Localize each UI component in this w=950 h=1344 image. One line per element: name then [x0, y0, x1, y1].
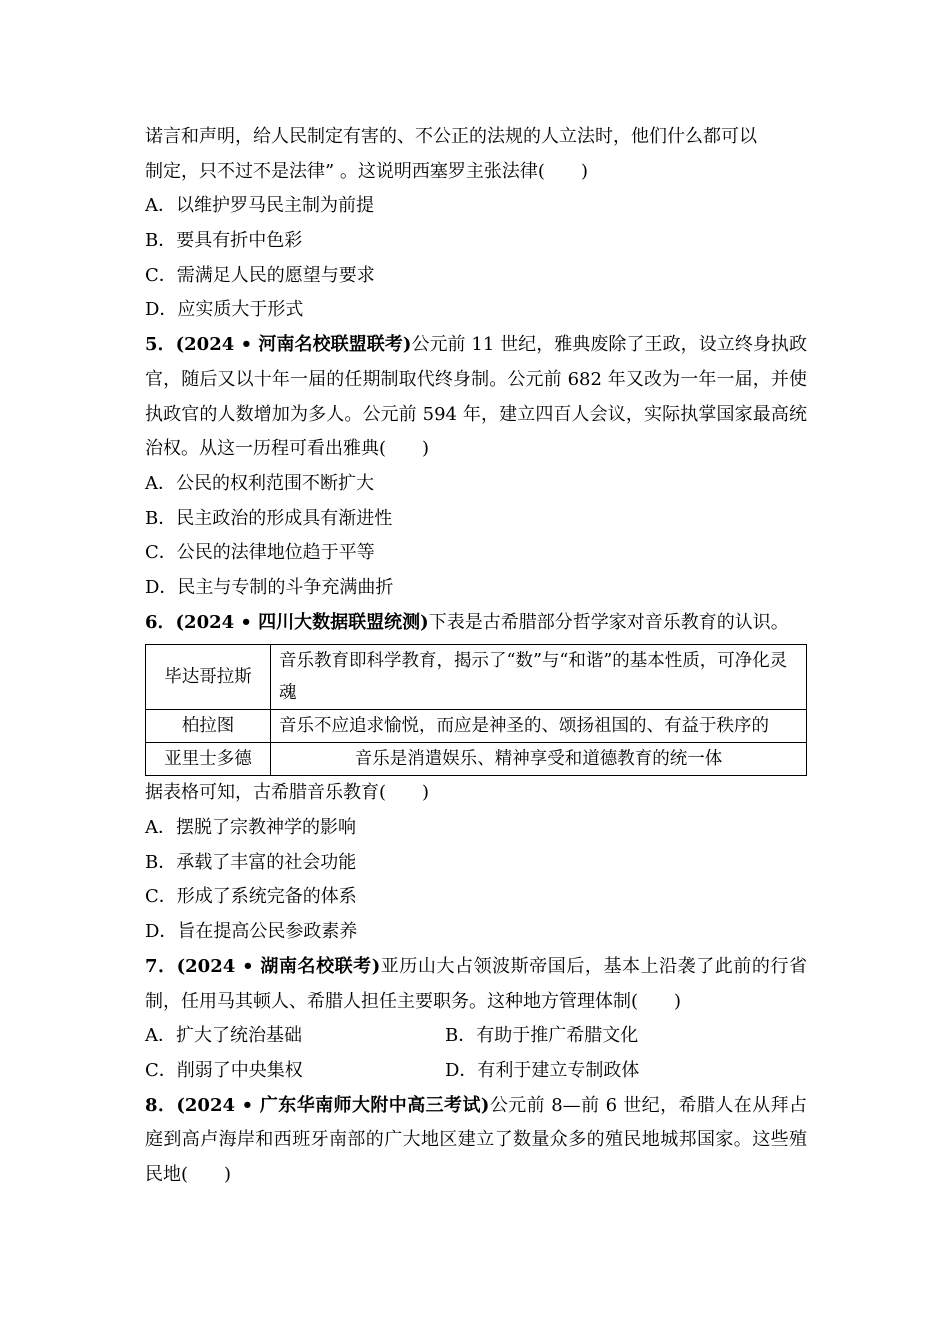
q7-option-a: A．扩大了统治基础 [145, 1025, 302, 1047]
q7-option-b: B．有助于推广希腊文化 [445, 1025, 639, 1047]
intro-line-2: 制定，只不过不是法律” 。这说明西塞罗主张法律( ) [145, 160, 588, 182]
table-cell-name: 毕达哥拉斯 [146, 645, 271, 710]
q5-option-d: D．民主与专制的斗争充满曲折 [145, 577, 394, 598]
q7-option-d: D．有利于建立专制政体 [445, 1059, 640, 1081]
q4-option-c: C．需满足人民的愿望与要求 [145, 264, 375, 286]
intro-line-1: 诺言和声明，给人民制定有害的、不公正的法规的人立法时，他们什么都可以 [145, 126, 757, 147]
question-7-source: (2024 • 湖南名校联考) [176, 955, 381, 977]
question-6-text: 下表是古希腊部分哲学家对音乐教育的认识。 [428, 611, 789, 633]
table-row [146, 743, 807, 776]
philosophers-table [145, 644, 807, 776]
question-8-text: 公元前 8—前 6 世纪，希腊人在从拜占庭到高卢海岸和西班牙南部的广大地区建立了数量众多的殖民地城邦国家。这些殖民地( ) [145, 1094, 808, 1185]
q4-option-b: B．要具有折中色彩 [145, 230, 303, 252]
question-8-number: 8． [145, 1094, 177, 1116]
q5-option-c: C．公民的法律地位趋于平等 [145, 542, 375, 564]
q5-option-a: A．公民的权利范围不断扩大 [145, 472, 374, 494]
q6-option-c: C．形成了系统完备的体系 [145, 886, 357, 908]
question-6-number: 6． [145, 611, 176, 633]
q7-options-row-1 [145, 1019, 807, 1054]
q6-option-b: B．承载了丰富的社会功能 [145, 851, 357, 873]
table-row [146, 645, 807, 710]
document-content [145, 120, 807, 1193]
table-cell-desc: 音乐是消遣娱乐、精神享受和道德教育的统一体 [271, 743, 807, 776]
question-5-source: (2024 • 河南名校联盟联考) [175, 334, 412, 356]
question-6-source: (2024 • 四川大数据联盟统测) [175, 611, 429, 633]
question-8-source: (2024 • 广东华南师大附中高三考试) [176, 1094, 490, 1116]
question-7-text: 亚历山大占领波斯帝国后，基本上沿袭了此前的行省制，任用马其顿人、希腊人担任主要职务。这种地方管理体制( ) [145, 955, 807, 1012]
q7-options-row-2 [145, 1054, 807, 1089]
question-5-stem [145, 328, 807, 467]
question-5-text: 公元前 11 世纪，雅典废除了王政，设立终身执政官，随后又以十年一届的任期制取代终身制。公元前 682 年又改为一年一届，并使执政官的人数增加为多人。公元前 594 年，建立四百人会议，实际执掌国家最高统治权。从这一历程可看出雅典( ) [145, 334, 807, 460]
table-cell-name: 亚里士多德 [146, 743, 271, 776]
question-5-number: 5． [145, 334, 176, 356]
q5-option-b: B．民主政治的形成具有渐进性 [145, 507, 393, 529]
question-7-number: 7． [145, 955, 177, 977]
q4-option-d: D．应实质大于形式 [145, 299, 304, 321]
table-cell-name: 柏拉图 [146, 710, 271, 743]
q4-option-a: A．以维护罗马民主制为前提 [145, 195, 374, 217]
table-row [146, 710, 807, 743]
q6-option-d: D．旨在提高公民参政素养 [145, 921, 358, 943]
question-6-followup: 据表格可知，古希腊音乐教育( ) [145, 782, 430, 804]
question-7-stem [145, 950, 807, 1019]
question-6-stem [145, 606, 807, 641]
q6-option-a: A．摆脱了宗教神学的影响 [145, 817, 356, 839]
table-cell-desc: 音乐不应追求愉悦，而应是神圣的、颂扬祖国的、有益于秩序的 [271, 710, 807, 743]
table-cell-desc: 音乐教育即科学教育，揭示了“数”与“和谐”的基本性质，可净化灵魂 [271, 645, 807, 710]
q7-option-c: C．削弱了中央集权 [145, 1059, 303, 1081]
question-8-stem [145, 1089, 807, 1193]
